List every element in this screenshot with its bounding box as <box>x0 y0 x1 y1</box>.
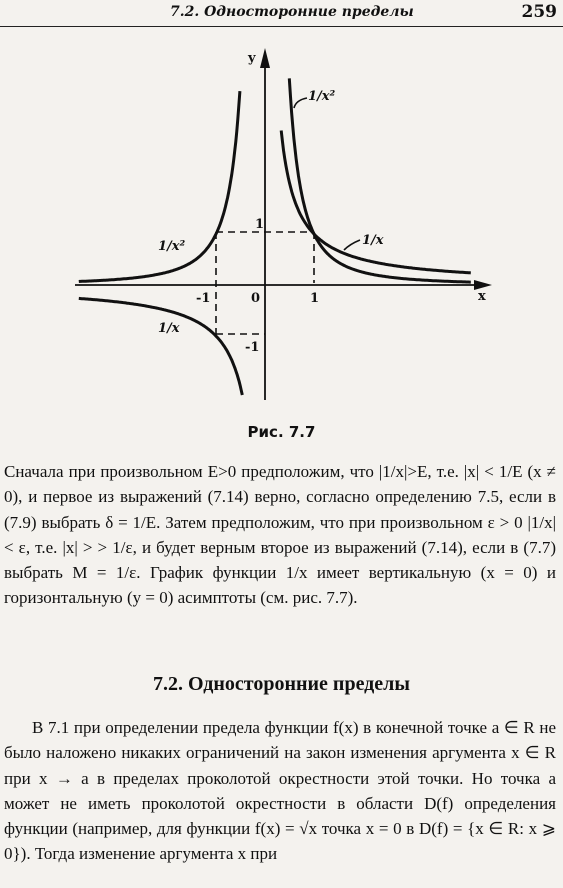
figure-caption: Рис. 7.7 <box>247 423 316 441</box>
tick-label-x-pos: 1 <box>310 291 320 306</box>
page-number: 259 <box>521 2 557 22</box>
running-header <box>0 0 563 30</box>
curve-label-inv-sq-right: 1/x² <box>308 89 336 104</box>
curve-inv-right <box>281 131 471 273</box>
section-title: 7.2. Односторонние пределы <box>152 673 411 695</box>
figure-7-7 <box>0 38 563 418</box>
curve-label-inv-sq-left: 1/x² <box>158 239 186 254</box>
axes <box>75 58 486 400</box>
tick-label-y-neg: -1 <box>245 340 260 355</box>
paragraph-2 <box>4 715 556 867</box>
curve-label-inv-right: 1/x <box>362 233 384 248</box>
paragraph-1-text: Сначала при произвольном E>0 предположим, что |1/x|>E, т.е. |x| < 1/E (x ≠ 0), и первое из выражений (7.14) верно, согласно определению 7.5, если в (7.9) выбрать δ = 1/E. Затем предположим, что при произвольном ε > 0 |1/x| < ε, т.е. |x| > > 1/ε, и будет верным второе из выражений (7.14), если в (7.7) выбрать M = 1/ε. График функции 1/x имеет вертикальную (x = 0) и горизонтальную (y = 0) асимптоты (см. рис. 7.7). <box>4 462 556 608</box>
curve-inv-left <box>79 298 243 395</box>
x-axis-label: x <box>478 289 486 304</box>
curve-inv-sq-right <box>289 78 471 282</box>
label-pointers <box>294 98 360 250</box>
y-axis-label: y <box>248 51 256 66</box>
pointer-inv-right <box>344 240 360 250</box>
curve-label-inv-left: 1/x <box>158 321 180 336</box>
tick-label-x-neg: -1 <box>196 291 211 306</box>
function-curves <box>79 78 471 395</box>
running-title: 7.2. Односторонние пределы <box>170 4 414 20</box>
pointer-inv-sq-right <box>294 98 307 108</box>
y-axis-arrow <box>260 48 270 68</box>
header-rule <box>0 26 563 27</box>
paragraph-1 <box>4 459 556 611</box>
paragraph-2-text: В 7.1 при определении предела функции f(x) в конечной точке a ∈ R не было наложено никаких ограничений на закон изменения аргумента x ∈ R при x → a в пределах проколотой окрестности этой точки. Но точка a может не иметь проколотой окрестности в области D(f) определения функции (например, для функции f(x) = √x точка x = 0 в D(f) = {x ∈ R: x ⩾ 0}). Тогда изменение аргумента x при <box>4 718 556 864</box>
tick-label-origin: 0 <box>251 291 261 306</box>
tick-label-y-pos: 1 <box>255 217 265 232</box>
